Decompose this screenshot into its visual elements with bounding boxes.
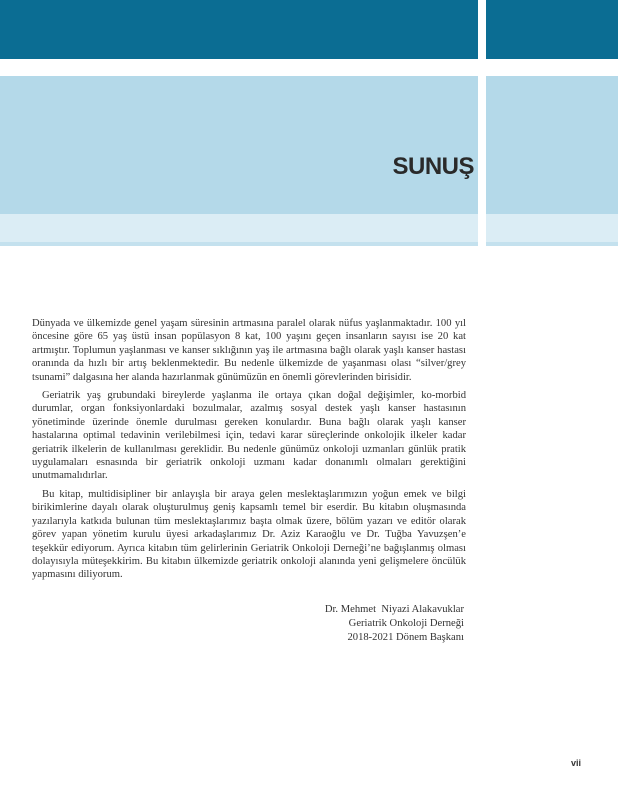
header-light-band-left xyxy=(0,76,478,214)
header-divider-right xyxy=(486,242,618,246)
paragraph-1: Dünyada ve ülkemizde genel yaşam süresinin artmasına paralel olarak nüfus yaşlanmaktadır. 100 yıl öncesine göre 65 yaş üstü insan popülasyon 8 kat, 100 yaşını geçen insanların sayısı ise 20 kat artmıştır. Toplumun yaşlanması ve kanser sıklığının yaş ile artmasına bağlı olarak yaşlı kanser hastası oranında da hızlı bir artış beklenmektedir. Bu nedenle ülkemizde de yaşanması olası “silver/grey tsunami” dalgasına her alanda hazırlanmak günümüzün en önemli görevlerinden birisidir. xyxy=(32,318,466,383)
header-pale-band-right xyxy=(486,214,618,242)
header-dark-band-left xyxy=(0,0,478,59)
signature-block xyxy=(240,603,464,645)
header-divider-left xyxy=(0,242,478,246)
header-pale-band-left xyxy=(0,214,478,242)
paragraph-2: Geriatrik yaş grubundaki bireylerde yaşlanma ile ortaya çıkan doğal değişimler, ko-morbid durumlar, organ fonksiyonlardaki bozulmalar, azalmış sosyal destek yaşlı kanser hastasının yönetiminde üzerinde önemle durulması gereken konulardır. Buna bağlı olarak yaşlı kanser hastalarına optimal tedavinin verilebilmesi için, tedavi karar süreçlerinde onkolojik ilkeler kadar geriatrik ilkelerin de kullanılması gereklidir. Bu nedenle günümüz onkoloji uzmanları günlük pratik uygulamaları esnasında bir geriatrik onkoloji uzmanı kadar donanımlı olmaları gerektiğini unutmamalıdırlar. xyxy=(32,390,466,482)
signature-organization: Geriatrik Onkoloji Derneği xyxy=(348,618,464,629)
body-text xyxy=(32,317,466,587)
page-title: SUNUŞ xyxy=(392,153,474,180)
signature-role: 2018-2021 Dönem Başkanı xyxy=(347,632,464,643)
page-number: vii xyxy=(570,758,581,768)
header-dark-band-right xyxy=(486,0,618,59)
paragraph-3: Bu kitap, multidisipliner bir anlayışla bir araya gelen meslektaşlarımızın yoğun emek ve bilgi birikimlerine dayalı olarak oluşturulmuş geniş kapsamlı temel bir eserdir. Bu kitabın oluşmasında yazılarıyla katkıda bulunan tüm meslektaşlarımız başta olmak üzere, bölüm yazarı ve editör olarak görev yapan yönetim kurulu üyesi arkadaşlarımız Dr. Aziz Karaoğlu ve Dr. Tuğba Yavuzşen’e teşekkür ediyorum. Ayrıca kitabın tüm gelirlerinin Geriatrik Onkoloji Derneği’ne bağışlanmış olması dolayısıyla müteşekkirim. Bu kitabın ülkemizde geriatrik onkoloji alanında yeni gelişmelere öncülük yapmasını diliyorum. xyxy=(32,488,466,581)
signature-name: Dr. Mehmet Niyazi Alakavuklar xyxy=(324,604,464,615)
header-light-band-right xyxy=(486,76,618,214)
